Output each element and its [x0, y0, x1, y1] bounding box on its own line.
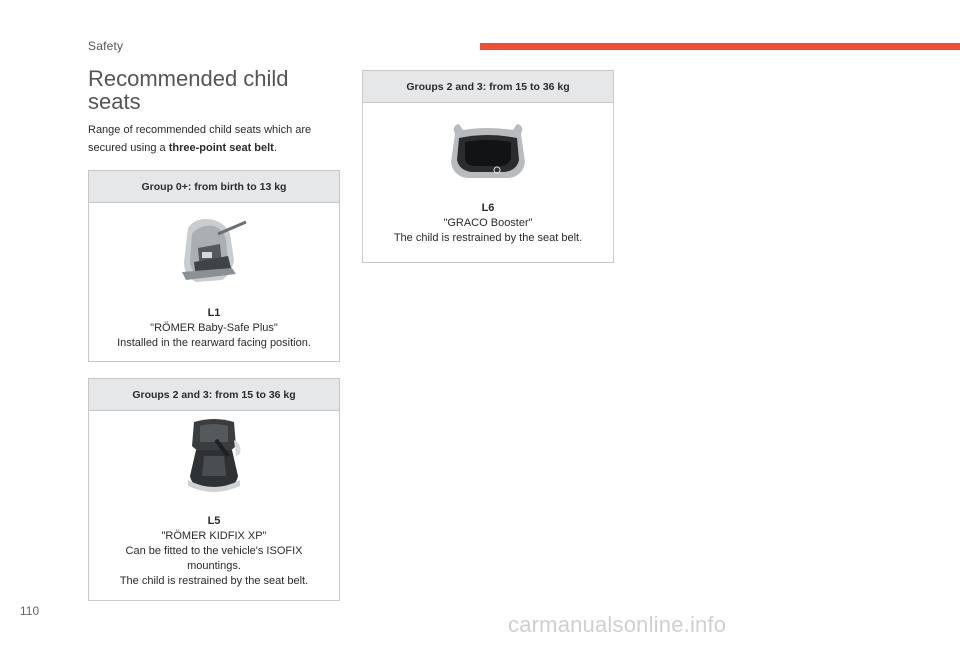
seat-description: "GRACO Booster": [443, 217, 533, 229]
booster-cushion-image: [447, 120, 529, 184]
seat-description: mountings.: [187, 560, 241, 572]
infant-carrier-image: [174, 210, 254, 290]
seat-code: L6: [481, 202, 495, 214]
card-header: Groups 2 and 3: from 15 to 36 kg: [363, 71, 613, 103]
watermark: carmanualsonline.info: [508, 612, 727, 637]
seat-code: L5: [207, 515, 221, 527]
seat-description: "RÖMER KIDFIX XP": [161, 530, 267, 542]
intro-bold: three-point seat belt: [168, 142, 274, 154]
seat-card-l5: [88, 378, 340, 601]
page-title-line2: seats: [88, 89, 141, 114]
seat-description: "RÖMER Baby-Safe Plus": [150, 322, 278, 334]
page-number: 110: [20, 604, 40, 618]
section-label: Safety: [88, 39, 124, 53]
seat-card-l6: [362, 70, 614, 263]
card-body: [363, 120, 613, 246]
seat-code: L1: [207, 307, 221, 319]
booster-seat-with-backrest-image: [182, 416, 246, 496]
page-title: [88, 67, 348, 113]
intro-text: Range of recommended child seats which are secured using a: [88, 124, 312, 154]
seat-description: Can be fitted to the vehicle's ISOFIX: [125, 545, 303, 557]
card-header: Group 0+: from birth to 13 kg: [89, 171, 339, 203]
page-title-line1: Recommended child: [88, 66, 289, 91]
intro-text-end: .: [273, 142, 277, 154]
seat-description: The child is restrained by the seat belt.: [119, 575, 309, 587]
card-header: Groups 2 and 3: from 15 to 36 kg: [89, 379, 339, 411]
intro-paragraph: [88, 121, 348, 157]
seat-description: The child is restrained by the seat belt.: [393, 232, 583, 244]
seat-description: Installed in the rearward facing position.: [117, 337, 311, 349]
seat-card-l1: [88, 170, 340, 362]
accent-bar: [480, 43, 960, 50]
card-body: [89, 210, 339, 351]
card-body: [89, 416, 339, 589]
